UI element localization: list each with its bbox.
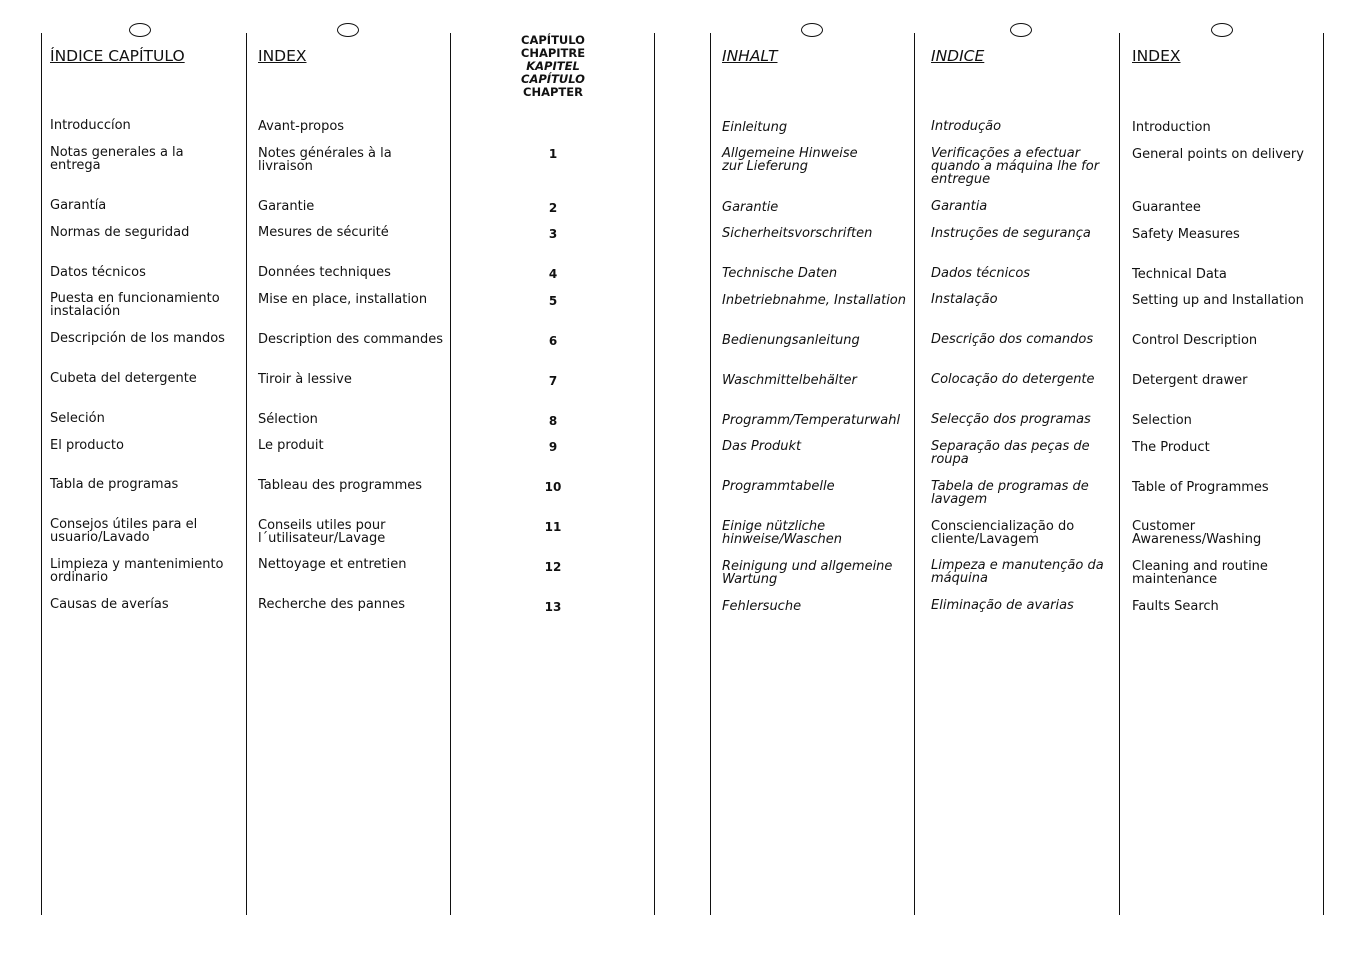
list-item: Recherche des pannes <box>258 597 406 612</box>
list-item: Introduccíon <box>50 118 131 133</box>
list-item: General points on delivery <box>1132 147 1304 162</box>
list-item: Sélection <box>258 412 318 427</box>
chapter-number: 11 <box>544 520 562 534</box>
list-item: Avant-propos <box>258 119 345 134</box>
list-item: The Product <box>1132 440 1210 455</box>
list-item: Introdução <box>931 119 1002 134</box>
column-divider <box>914 33 915 915</box>
list-item: Selection <box>1132 413 1192 428</box>
chapter-number: 13 <box>544 600 562 614</box>
list-item: Le produit <box>258 438 324 453</box>
list-item: Technische Daten <box>722 266 838 281</box>
list-item: Garantía <box>50 198 107 213</box>
list-item: Reinigung und allgemeine Wartung <box>722 559 893 587</box>
list-item: Customer Awareness/Washing <box>1132 519 1262 547</box>
chapter-header-line: CAPÍTULO <box>521 72 585 86</box>
chapter-header-line: CHAPITRE <box>520 46 586 60</box>
column-heading: INHALT <box>722 47 778 65</box>
column-heading: INDICE <box>931 47 985 65</box>
list-item: Einleitung <box>722 120 788 135</box>
list-item: Mesures de sécurité <box>258 225 389 240</box>
chapter-number: 12 <box>544 560 562 574</box>
chapter-number: 6 <box>548 334 558 348</box>
chapter-number: 5 <box>548 294 558 308</box>
column-divider <box>654 33 655 915</box>
list-item: Garantia <box>931 199 988 214</box>
list-item: Données techniques <box>258 265 391 280</box>
list-item: Technical Data <box>1132 267 1227 282</box>
index-column-german <box>722 0 907 954</box>
list-item: Nettoyage et entretien <box>258 557 407 572</box>
list-item: Sicherheitsvorschriften <box>722 226 873 241</box>
list-item: Description des commandes <box>258 332 443 347</box>
list-item: Guarantee <box>1132 200 1201 215</box>
list-item: Programm/Temperaturwahl <box>722 413 901 428</box>
list-item: Waschmittelbehälter <box>722 373 857 388</box>
list-item: Instruções de segurança <box>931 226 1091 241</box>
list-item: Selecção dos programas <box>931 412 1091 427</box>
list-item: Consejos útiles para el usuario/Lavado <box>50 517 198 545</box>
list-item: Limpeza e manutenção da máquina <box>931 558 1104 586</box>
list-item: Tabela de programas de lavagem <box>931 479 1089 507</box>
index-column-english <box>1132 0 1312 954</box>
list-item: Datos técnicos <box>50 265 146 280</box>
list-item: Mise en place, installation <box>258 292 428 307</box>
index-column-spanish <box>50 0 235 954</box>
column-divider <box>1119 33 1120 915</box>
chapter-number: 2 <box>548 201 558 215</box>
column-heading: INDEX <box>1132 47 1181 65</box>
list-item: Consciencialização do cliente/Lavagem <box>931 519 1075 547</box>
column-divider <box>450 33 451 915</box>
list-item: Allgemeine Hinweise zur Lieferung <box>722 146 858 174</box>
list-item: Setting up and Installation <box>1132 293 1304 308</box>
list-item: Colocação do detergente <box>931 372 1095 387</box>
list-item: Limpieza y mantenimiento ordinario <box>50 557 224 585</box>
list-item: Conseils utiles pour l´utilisateur/Lavage <box>258 518 386 546</box>
list-item: Das Produkt <box>722 439 802 454</box>
list-item: Eliminação de avarias <box>931 598 1074 613</box>
column-divider <box>41 33 42 915</box>
list-item: Instalação <box>931 292 998 307</box>
list-item: Verificações a efectuar quando a máquina lhe for entregue <box>931 146 1100 187</box>
list-item: Bedienungsanleitung <box>722 333 860 348</box>
list-item: Causas de averías <box>50 597 169 612</box>
list-item: Garantie <box>258 199 315 214</box>
list-item: Seleción <box>50 411 105 426</box>
list-item: Detergent drawer <box>1132 373 1248 388</box>
list-item: Descripción de los mandos <box>50 331 225 346</box>
list-item: Cubeta del detergente <box>50 371 197 386</box>
chapter-header <box>503 34 603 99</box>
list-item: Puesta en funcionamiento instalación <box>50 291 220 319</box>
list-item: Safety Measures <box>1132 227 1240 242</box>
column-divider <box>710 33 711 915</box>
chapter-header-line: CAPÍTULO <box>521 33 585 47</box>
chapter-header-line: KAPITEL <box>526 59 580 73</box>
list-item: Faults Search <box>1132 599 1219 614</box>
column-divider <box>246 33 247 915</box>
chapter-number: 3 <box>548 227 558 241</box>
list-item: Table of Programmes <box>1132 480 1269 495</box>
list-item: Notas generales a la entrega <box>50 145 184 173</box>
list-item: Tiroir à lessive <box>258 372 352 387</box>
chapter-number: 1 <box>548 147 558 161</box>
list-item: Inbetriebnahme, Installation <box>722 293 906 308</box>
list-item: El producto <box>50 438 124 453</box>
chapter-number: 10 <box>544 480 562 494</box>
list-item: Fehlersuche <box>722 599 802 614</box>
list-item: Programmtabelle <box>722 479 835 494</box>
list-item: Cleaning and routine maintenance <box>1132 559 1268 587</box>
list-item: Tableau des programmes <box>258 478 423 493</box>
list-item: Einige nützliche hinweise/Waschen <box>722 519 842 547</box>
list-item: Descrição dos comandos <box>931 332 1094 347</box>
chapter-number: 4 <box>548 267 558 281</box>
chapter-number: 7 <box>548 374 558 388</box>
list-item: Control Description <box>1132 333 1258 348</box>
column-heading: ÍNDICE CAPÍTULO <box>50 47 185 65</box>
column-heading: INDEX <box>258 47 307 65</box>
index-column-portuguese <box>931 0 1111 954</box>
list-item: Normas de seguridad <box>50 225 190 240</box>
chapter-number: 8 <box>548 414 558 428</box>
column-divider <box>1323 33 1324 915</box>
list-item: Dados técnicos <box>931 266 1031 281</box>
list-item: Tabla de programas <box>50 477 179 492</box>
list-item: Garantie <box>722 200 779 215</box>
list-item: Introduction <box>1132 120 1211 135</box>
chapter-number: 9 <box>548 440 558 454</box>
list-item: Separação das peças de roupa <box>931 439 1090 467</box>
list-item: Notes générales à la livraison <box>258 146 392 174</box>
index-column-french <box>258 0 443 954</box>
chapter-header-line: CHAPTER <box>523 85 583 99</box>
